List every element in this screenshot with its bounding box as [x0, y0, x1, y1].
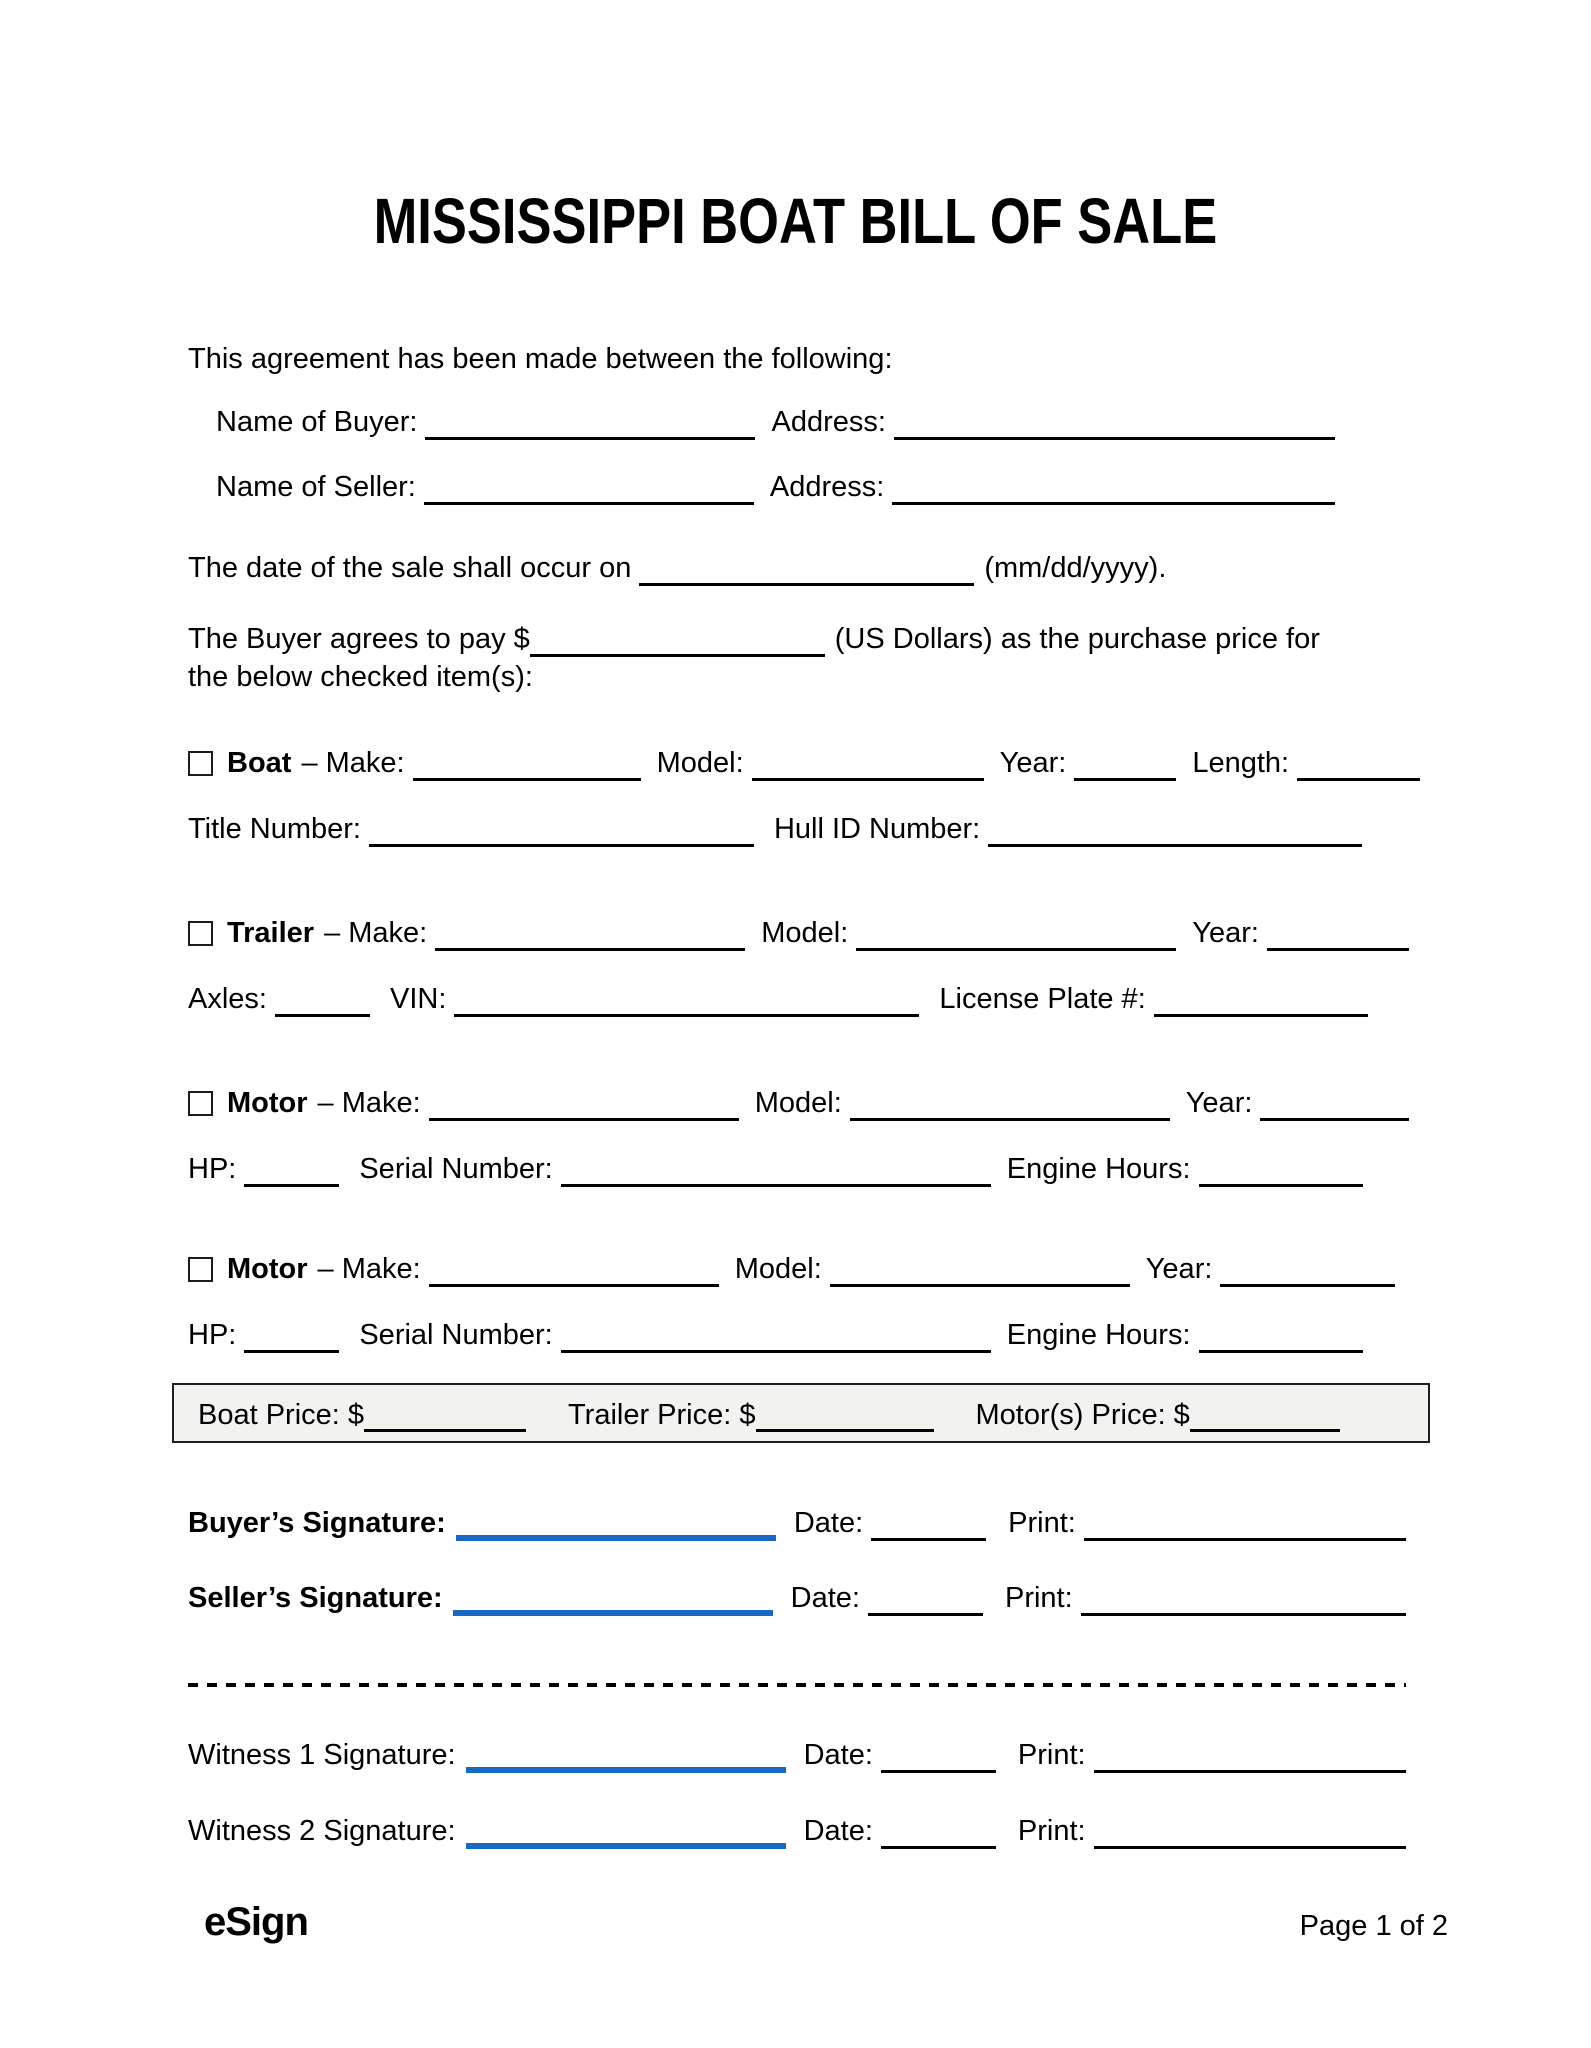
- trailer-price-label: Trailer Price: $: [568, 1399, 756, 1431]
- witness1-signature-field[interactable]: [466, 1735, 786, 1773]
- boat-year-field[interactable]: [1074, 746, 1176, 781]
- intro-row: [188, 341, 1420, 377]
- purchase-price-suffix2: the below checked item(s):: [188, 661, 533, 693]
- purchase-price-suffix: (US Dollars) as the purchase price for: [834, 623, 1320, 655]
- page-footer: [204, 1900, 1448, 1945]
- price-summary-box: [172, 1383, 1430, 1443]
- motor2-hp-field[interactable]: [244, 1318, 339, 1353]
- boat-year-label: Year:: [999, 747, 1067, 779]
- boat-title-number-label: Title Number:: [188, 813, 361, 845]
- motor2-model-field[interactable]: [830, 1252, 1130, 1287]
- motor2-year-field[interactable]: [1220, 1252, 1395, 1287]
- boat-price-field[interactable]: [364, 1397, 526, 1432]
- page-title: MISSISSIPPI BOAT BILL OF SALE: [373, 185, 1218, 257]
- motor1-make-label: – Make:: [317, 1087, 421, 1119]
- sale-date-row: [188, 550, 1420, 586]
- motor2-hp-label: HP:: [188, 1319, 237, 1351]
- motor1-engine-hours-label: Engine Hours:: [1006, 1153, 1191, 1185]
- trailer-year-label: Year:: [1192, 917, 1259, 949]
- motor2-engine-hours-field[interactable]: [1199, 1318, 1363, 1353]
- motor1-hp-label: HP:: [188, 1153, 237, 1185]
- witness1-print-label: Print:: [1017, 1739, 1086, 1771]
- purchase-price-row: [188, 621, 1420, 657]
- buyer-sig-date-label: Date:: [793, 1507, 864, 1539]
- buyer-sig-print-label: Print:: [1008, 1507, 1076, 1539]
- motor1-hp-field[interactable]: [244, 1152, 339, 1187]
- motor2-serial-number-field[interactable]: [561, 1318, 991, 1353]
- trailer-vin-field[interactable]: [454, 982, 919, 1017]
- buyer-row: [216, 404, 1335, 440]
- boat-name-label: Boat: [227, 747, 292, 779]
- seller-sig-date-label: Date:: [790, 1582, 860, 1614]
- motor1-detail-row: [188, 1151, 1363, 1187]
- boat-length-field[interactable]: [1297, 746, 1420, 781]
- motor2-serial-number-label: Serial Number:: [359, 1319, 553, 1351]
- trailer-year-field[interactable]: [1267, 916, 1409, 951]
- seller-address-field[interactable]: [892, 470, 1335, 505]
- witness2-signature-row: [188, 1813, 1406, 1849]
- motor2-name-label: Motor: [227, 1253, 308, 1285]
- witness1-signature-row: [188, 1737, 1406, 1773]
- motor1-make-field[interactable]: [429, 1086, 739, 1121]
- witness2-print-field[interactable]: [1094, 1814, 1406, 1849]
- boat-length-label: Length:: [1192, 747, 1290, 779]
- seller-sig-print-field[interactable]: [1081, 1581, 1406, 1616]
- trailer-name-label: Trailer: [227, 917, 315, 949]
- motor2-checkbox[interactable]: [188, 1257, 213, 1282]
- purchase-price-field[interactable]: [530, 622, 825, 657]
- boat-price-label: Boat Price: $: [198, 1399, 365, 1431]
- boat-hull-id-label: Hull ID Number:: [773, 813, 981, 845]
- trailer-axles-label: Axles:: [188, 983, 267, 1015]
- trailer-price-field[interactable]: [756, 1397, 934, 1432]
- boat-title-number-field[interactable]: [369, 812, 754, 847]
- dashed-divider: [188, 1683, 1406, 1687]
- trailer-model-label: Model:: [761, 917, 849, 949]
- buyer-sig-print-field[interactable]: [1084, 1506, 1406, 1541]
- buyer-address-field[interactable]: [894, 405, 1335, 440]
- motor1-serial-number-label: Serial Number:: [359, 1153, 553, 1185]
- boat-make-label: – Make:: [301, 747, 405, 779]
- motor1-year-field[interactable]: [1260, 1086, 1409, 1121]
- motor2-model-label: Model:: [734, 1253, 822, 1285]
- intro-text: This agreement has been made between the following:: [188, 343, 893, 375]
- witness1-date-label: Date:: [803, 1739, 873, 1771]
- witness2-date-label: Date:: [803, 1815, 873, 1847]
- boat-checkbox[interactable]: [188, 751, 213, 776]
- trailer-axles-field[interactable]: [275, 982, 370, 1017]
- boat-title-row: [188, 811, 1362, 847]
- seller-sig-print-label: Print:: [1004, 1582, 1073, 1614]
- sale-date-field[interactable]: [639, 551, 974, 586]
- buyer-sig-date-field[interactable]: [871, 1506, 986, 1541]
- motors-price-field[interactable]: [1190, 1397, 1340, 1432]
- motor1-engine-hours-field[interactable]: [1199, 1152, 1363, 1187]
- motor2-engine-hours-label: Engine Hours:: [1006, 1319, 1191, 1351]
- purchase-price-row2: [188, 659, 1420, 695]
- buyer-signature-row: [188, 1505, 1406, 1541]
- motor1-model-field[interactable]: [850, 1086, 1170, 1121]
- witness1-signature-label: Witness 1 Signature:: [188, 1739, 456, 1771]
- motor1-row: [188, 1085, 1409, 1121]
- motor1-name-label: Motor: [227, 1087, 308, 1119]
- motor1-serial-number-field[interactable]: [561, 1152, 991, 1187]
- seller-name-field[interactable]: [424, 470, 754, 505]
- boat-model-field[interactable]: [752, 746, 984, 781]
- boat-make-field[interactable]: [413, 746, 641, 781]
- witness1-date-field[interactable]: [881, 1738, 996, 1773]
- witness2-signature-field[interactable]: [466, 1811, 786, 1849]
- motor2-make-label: – Make:: [317, 1253, 421, 1285]
- motor2-make-field[interactable]: [429, 1252, 719, 1287]
- buyer-name-field[interactable]: [425, 405, 755, 440]
- trailer-detail-row: [188, 981, 1368, 1017]
- boat-hull-id-field[interactable]: [988, 812, 1362, 847]
- seller-signature-field[interactable]: [453, 1578, 773, 1616]
- boat-model-label: Model:: [656, 747, 744, 779]
- boat-row: [188, 745, 1420, 781]
- motor2-year-label: Year:: [1145, 1253, 1213, 1285]
- buyer-address-label: Address:: [771, 406, 886, 438]
- trailer-license-plate-label: License Plate #:: [939, 983, 1146, 1015]
- buyer-signature-field[interactable]: [456, 1503, 776, 1541]
- seller-name-label: Name of Seller:: [216, 471, 416, 503]
- buyer-signature-label: Buyer’s Signature:: [188, 1507, 446, 1539]
- trailer-vin-label: VIN:: [389, 983, 447, 1015]
- page-number: Page 1 of 2: [1299, 1910, 1448, 1942]
- buyer-name-label: Name of Buyer:: [216, 406, 418, 438]
- trailer-row: [188, 915, 1409, 951]
- witness2-date-field[interactable]: [881, 1814, 996, 1849]
- seller-signature-label: Seller’s Signature:: [188, 1582, 443, 1614]
- motor1-year-label: Year:: [1185, 1087, 1253, 1119]
- esign-logo: eSign: [204, 1900, 308, 1944]
- sale-date-suffix: (mm/dd/yyyy).: [984, 552, 1167, 584]
- trailer-license-plate-field[interactable]: [1154, 982, 1368, 1017]
- page-title-wrap: [0, 185, 1591, 257]
- trailer-make-label: – Make:: [324, 917, 428, 949]
- motor2-row: [188, 1251, 1395, 1287]
- seller-signature-row: [188, 1580, 1406, 1616]
- sale-date-prefix: The date of the sale shall occur on: [188, 552, 632, 584]
- seller-sig-date-field[interactable]: [868, 1581, 983, 1616]
- witness1-print-field[interactable]: [1094, 1738, 1406, 1773]
- witness2-print-label: Print:: [1017, 1815, 1086, 1847]
- trailer-checkbox[interactable]: [188, 921, 213, 946]
- witness2-signature-label: Witness 2 Signature:: [188, 1815, 456, 1847]
- motor1-model-label: Model:: [754, 1087, 842, 1119]
- purchase-price-prefix: The Buyer agrees to pay $: [188, 623, 530, 655]
- seller-address-label: Address:: [769, 471, 885, 503]
- seller-row: [216, 469, 1335, 505]
- motor2-detail-row: [188, 1317, 1363, 1353]
- motors-price-label: Motor(s) Price: $: [975, 1399, 1190, 1431]
- trailer-make-field[interactable]: [435, 916, 745, 951]
- motor1-checkbox[interactable]: [188, 1091, 213, 1116]
- trailer-model-field[interactable]: [856, 916, 1176, 951]
